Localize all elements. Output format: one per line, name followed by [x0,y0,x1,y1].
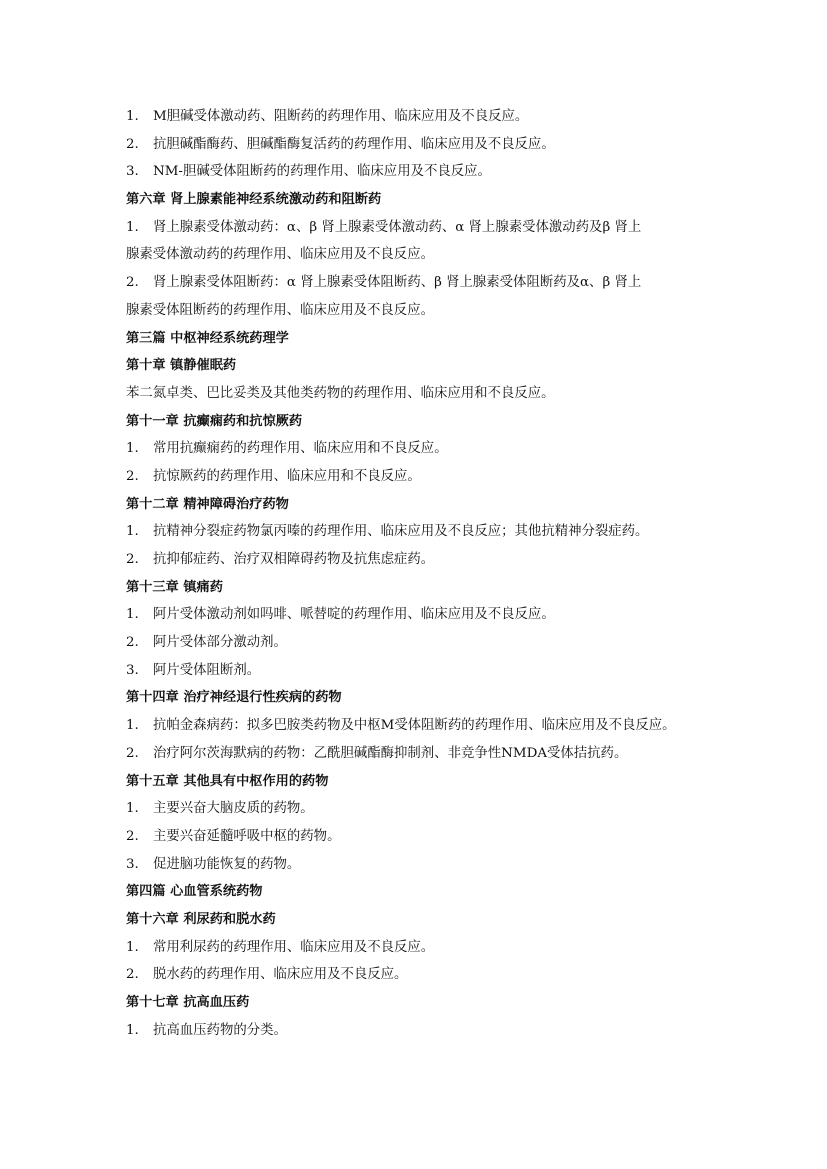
section-heading: 第十四章 治疗神经退行性疾病的药物 [126,690,342,706]
list-item [126,269,711,297]
list-item-number: 3. [126,662,139,678]
list-item-number: 2. [126,828,139,844]
list-item-text: 主要兴奋延髓呼吸中枢的药物。 [153,828,341,844]
list-item [126,740,711,768]
section-heading: 第十七章 抗高血压药 [126,995,250,1010]
list-item-number: 1. [126,1022,139,1038]
list-item [126,103,711,131]
list-item [126,158,711,186]
list-item [126,214,711,242]
list-item-number: 2. [126,136,139,152]
list-item-text: 脱水药的药理作用、临床应用及不良反应。 [153,967,408,983]
list-item [126,712,711,740]
list-item-number: 1. [126,524,139,540]
list-item-text: 促进脑功能恢复的药物。 [153,856,301,872]
list-item-number: 1. [126,219,139,235]
section-heading: 第三篇 中枢神经系统药理学 [126,330,289,346]
list-item-text: 抗惊厥药的药理作用、临床应用和不良反应。 [153,468,421,484]
section-heading: 第十二章 精神障碍治疗药物 [126,496,289,512]
list-item-text: 抗精神分裂症药物氯丙嗪的药理作用、临床应用及不良反应；其他抗精神分裂症药。 [153,524,649,540]
list-item-text: 阿片受体部分激动剂。 [153,635,287,651]
list-item-text: 肾上腺素受体激动药：α、β 肾上腺素受体激动药、α 肾上腺素受体激动药及β 肾上 [153,219,642,235]
list-item [126,961,711,989]
list-item-number: 1. [126,801,139,817]
list-item-number: 2. [126,468,139,484]
list-item [126,629,711,657]
list-item [126,131,711,159]
list-item-text: 抗帕金森病药：拟多巴胺类药物及中枢M受体阻断药的药理作用、临床应用及不良反应。 [153,718,676,734]
list-item-text: 常用抗癫痫药的药理作用、临床应用和不良反应。 [153,441,448,457]
paragraph-line: 腺素受体阻断药的药理作用、临床应用及不良反应。 [126,302,434,318]
list-item-text: 阿片受体阻断剂。 [153,662,261,678]
list-item-text: 主要兴奋大脑皮质的药物。 [153,801,314,817]
section-heading: 第十章 镇静催眠药 [126,358,237,374]
list-item-text: 抗抑郁症药、治疗双相障碍药物及抗焦虑症药。 [153,552,435,567]
document-body [126,103,711,1044]
paragraph-line: 苯二氮卓类、巴比妥类及其他类药物的药理作用、临床应用和不良反应。 [126,385,555,401]
list-item-text: 常用利尿药的药理作用、临床应用及不良反应。 [153,939,435,955]
list-item-number: 3. [126,164,139,180]
paragraph-line: 腺素受体激动药的药理作用、临床应用及不良反应。 [126,247,434,263]
list-item [126,435,711,463]
list-item-text: 抗高血压药物的分类。 [153,1022,287,1038]
list-item-number: 2. [126,275,139,291]
list-item [126,823,711,851]
list-item-number: 1. [126,939,139,955]
list-item [126,934,711,962]
list-item-text: 肾上腺素受体阻断药：α 肾上腺素受体阻断药、β 肾上腺素受体阻断药及α、β 肾上 [153,275,642,291]
section-heading: 第六章 肾上腺素能神经系统激动药和阻断药 [126,192,382,208]
section-heading: 第四篇 心血管系统药物 [126,884,263,900]
section-heading: 第十一章 抗癫痫药和抗惊厥药 [126,413,303,429]
list-item [126,657,711,685]
list-item [126,518,711,546]
list-item-number: 3. [126,856,139,872]
section-heading: 第十五章 其他具有中枢作用的药物 [126,773,329,789]
list-item-number: 1. [126,607,139,623]
list-item-text: 治疗阿尔茨海默病的药物：乙酰胆碱酯酶抑制剂、非竞争性NMDA受体拮抗药。 [153,745,628,761]
list-item-number: 2. [126,745,139,761]
list-item-number: 2. [126,635,139,651]
list-item [126,546,711,574]
list-item-number: 1. [126,109,139,124]
list-item [126,851,711,879]
list-item-number: 1. [126,718,139,734]
list-item [126,1017,711,1045]
list-item-text: 抗胆碱酯酶药、胆碱酯酶复活药的药理作用、临床应用及不良反应。 [153,136,555,152]
list-item [126,795,711,823]
list-item-number: 2. [126,552,139,567]
section-heading: 第十三章 镇痛药 [126,579,223,595]
list-item [126,601,711,629]
list-item-text: M胆碱受体激动药、阻断药的药理作用、临床应用及不良反应。 [153,109,529,124]
section-heading: 第十六章 利尿药和脱水药 [126,911,276,927]
list-item [126,463,711,491]
list-item-text: 阿片受体激动剂如吗啡、哌替啶的药理作用、临床应用及不良反应。 [153,607,555,623]
list-item-number: 2. [126,967,139,983]
list-item-number: 1. [126,441,139,457]
list-item-text: NM-胆碱受体阻断药的药理作用、临床应用及不良反应。 [153,164,491,180]
